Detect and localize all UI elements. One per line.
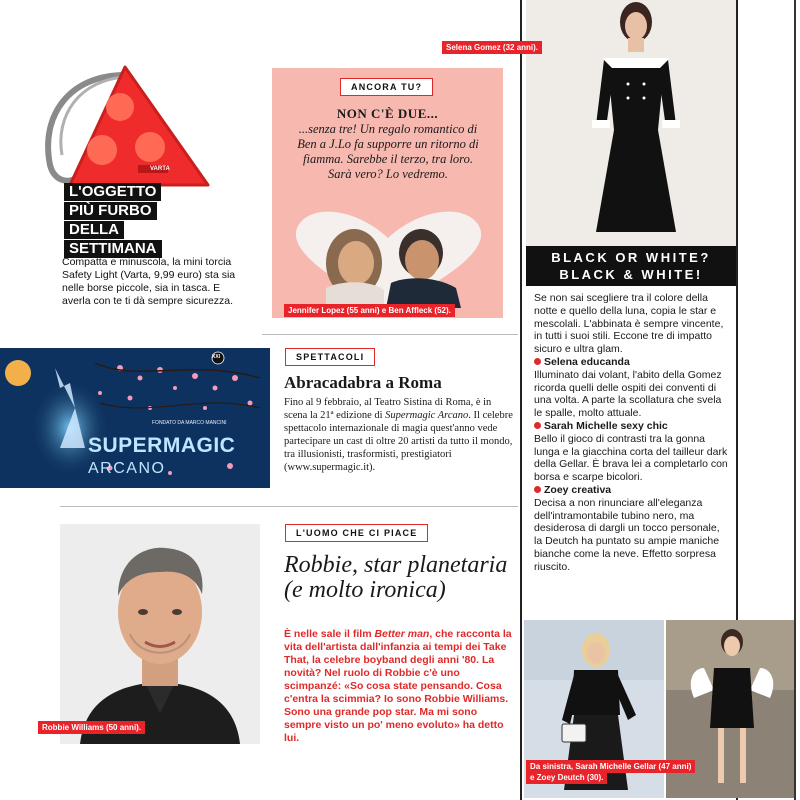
torch-title-line: DELLA xyxy=(64,221,124,239)
bw-banner-line2: BLACK & WHITE! xyxy=(559,267,703,282)
column-divider-left xyxy=(520,0,522,800)
robbie-text-post: , che racconta la vita dell'artista dall'infanzia ai tempi dei Take That, la celebre boyband degli anni '80. La novità? Nel ruolo di Robbie c'è uno scimpanzé: «So cosa state pensando. Cosa c'entra la scimmia? Io sono Robbie Williams. Sono una grande pop star. Ma mi sono sempre visto un po' meno evoluto» ha detto lui. xyxy=(284,628,512,744)
selena-caption: Selena Gomez (32 anni). xyxy=(442,41,542,54)
spettacoli-text-pre: Fino al 9 febbraio, al Teatro Sistina di Roma, è in scena la 21ª edizione di xyxy=(284,397,492,421)
couple-heart-photo xyxy=(286,208,491,310)
poster-subtitle: ARCANO xyxy=(88,460,166,477)
bullet-dot-icon xyxy=(534,422,541,429)
page-edge xyxy=(794,0,796,800)
poster-edition: XXI xyxy=(212,354,221,360)
torch-brand: VARTA xyxy=(150,166,170,172)
bottom-caption-line1: Da sinistra, Sarah Michelle Gellar (47 anni) xyxy=(526,760,695,773)
robbie-text-em: Better man xyxy=(374,628,430,640)
robbie-photo xyxy=(60,524,260,744)
ancora-box xyxy=(272,68,503,318)
bw-intro: Se non sai scegliere tra il colore della notte e quello della luna, copia le star e mescolali. L'abbinata è sempre vincente, in tutti i suoi stili. Eccone tre di impatto sicuro e ultra glam. xyxy=(534,292,724,356)
selena-photo xyxy=(526,0,736,246)
section-divider-2 xyxy=(60,506,518,507)
ancora-title: NON C'È DUE... xyxy=(336,106,439,121)
spettacoli-text-em: Supermagic Arcano xyxy=(385,410,469,421)
section-divider-1 xyxy=(262,334,518,335)
ancora-tag: ANCORA TU? xyxy=(340,78,433,96)
bw-banner xyxy=(526,246,736,286)
bullet-dot-icon xyxy=(534,358,541,365)
torch-text: Compatta e minuscola, la mini torcia Safety Light (Varta, 9,99 euro) sta sia nelle borse piccole, sia in tasca. E averla con te ti dà sempre sicurezza. xyxy=(62,256,236,307)
ancora-text: ...senza tre! Un regalo romantico di Ben a J.Lo fa supporre un ritorno di fiamma. Sarebbe il terzo, tra loro. Sarà vero? Lo vedremo. xyxy=(297,122,479,181)
ancora-caption: Jennifer Lopez (55 anni) e Ben Affleck (52). xyxy=(284,304,455,317)
poster-small-text: FONDATO DA MARCO MANCINI xyxy=(152,420,227,426)
bw-banner-line1: BLACK OR WHITE? xyxy=(551,250,711,265)
bw-item-heading: Zoey creativa xyxy=(544,483,612,496)
spettacoli-text-post: . Il celebre spettacolo internazionale di magia quest'anno vede partecipare un cast di oltre 20 artisti da tutto il mondo, tra illusionisti, trasformisti, prestigiatori (www.supermagic.it). xyxy=(284,410,513,473)
spettacoli-headline: Abracadabra a Roma xyxy=(284,373,442,392)
bw-item-text: Bello il gioco di contrasti tra la gonna lunga e la giacchina corta del tailleur dark della Gellar. È brava lei a completarlo con borsa e scarpe bicolori. xyxy=(534,432,728,484)
robbie-text xyxy=(284,628,516,745)
robbie-caption: Robbie Williams (50 anni). xyxy=(38,721,145,734)
bw-item-text: Decisa a non rinunciare all'eleganza dell'intramontabile tubino nero, ma desiderosa di dargli un tocco personale, la Deutch ha puntato su ampie maniche bianche come la neve. Effetto sorpresa riuscito. xyxy=(534,496,720,573)
torch-title-line: L'OGGETTO xyxy=(64,183,161,201)
torch-title-line: SETTIMANA xyxy=(64,240,162,258)
torch-title-line: PIÙ FURBO xyxy=(64,202,157,220)
bw-item-heading: Sarah Michelle sexy chic xyxy=(544,419,668,432)
robbie-text-pre: È nelle sale il film xyxy=(284,628,375,640)
torch-title xyxy=(64,183,176,259)
bullet-dot-icon xyxy=(534,486,541,493)
spettacoli-tag: SPETTACOLI xyxy=(285,348,375,366)
bw-item-heading: Selena educanda xyxy=(544,355,630,368)
bottom-caption-line2: e Zoey Deutch (30). xyxy=(526,771,607,784)
bw-article xyxy=(534,292,729,574)
robbie-headline: Robbie, star planetaria (e molto ironica) xyxy=(284,552,508,603)
spettacoli-text xyxy=(284,396,516,474)
bw-item-text: Illuminato dai volant, l'abito della Gomez ricorda quelli delle ospiti dei conventi di una volta. A parte la scollatura che svela le spalle, molto attuale. xyxy=(534,368,722,420)
robbie-tag: L'UOMO CHE CI PIACE xyxy=(285,524,428,542)
supermagic-poster xyxy=(0,348,270,488)
poster-title: SUPERMAGIC xyxy=(88,434,236,457)
